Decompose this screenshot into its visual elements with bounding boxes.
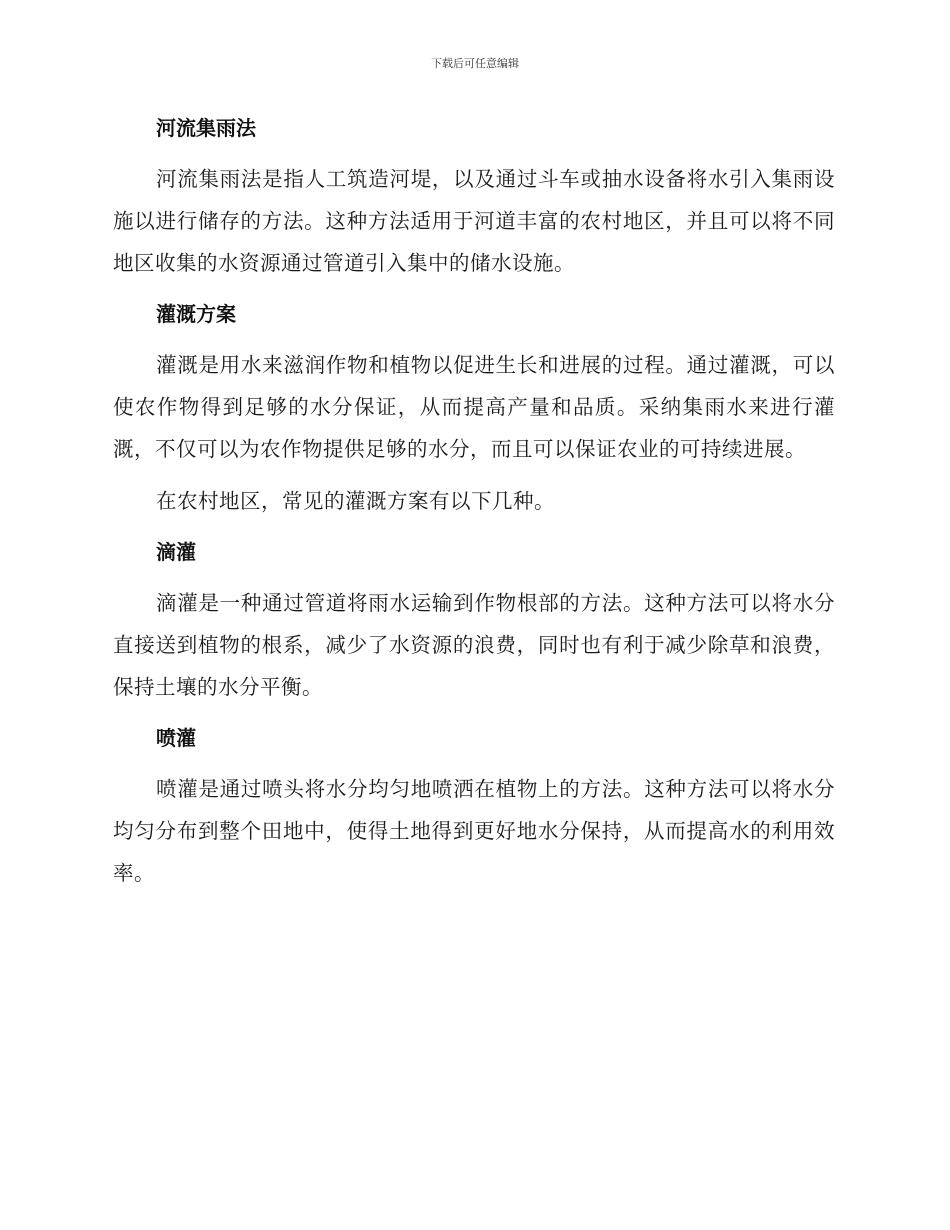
section-heading-drip-irrigation: 滴灌 xyxy=(156,540,196,564)
paragraph-river-rain-collection: 河流集雨法是指人工筑造河堤，以及通过斗车或抽水设备将水引入集雨设施以进行储存的方法。这种方法适用于河道丰富的农村地区，并且可以将不同地区收集的水资源通过管道引入集中的储水设施。 xyxy=(113,167,835,275)
section-heading-irrigation-plan: 灌溉方案 xyxy=(156,302,236,326)
document-body xyxy=(113,108,835,904)
section-heading-river-rain-collection: 河流集雨法 xyxy=(156,116,256,140)
header-note: 下载后可任意编辑 xyxy=(431,57,519,70)
paragraph-drip-irrigation: 滴灌是一种通过管道将雨水运输到作物根部的方法。这种方法可以将水分直接送到植物的根系，减少了水资源的浪费，同时也有利于减少除草和浪费，保持土壤的水分平衡。 xyxy=(113,591,835,699)
section-heading-sprinkler-irrigation: 喷灌 xyxy=(156,726,196,750)
paragraph-irrigation-intro: 灌溉是用水来滋润作物和植物以促进生长和进展的过程。通过灌溉，可以使农作物得到足够的水分保证，从而提高产量和品质。采纳集雨水来进行灌溉，不仅可以为农作物提供足够的水分，而且可以保证农业的可持续进展。 xyxy=(113,353,835,461)
paragraph-sprinkler-irrigation: 喷灌是通过喷头将水分均匀地喷洒在植物上的方法。这种方法可以将水分均匀分布到整个田地中，使得土地得到更好地水分保持，从而提高水的利用效率。 xyxy=(113,777,835,885)
paragraph-irrigation-types: 在农村地区，常见的灌溉方案有以下几种。 xyxy=(156,489,555,513)
